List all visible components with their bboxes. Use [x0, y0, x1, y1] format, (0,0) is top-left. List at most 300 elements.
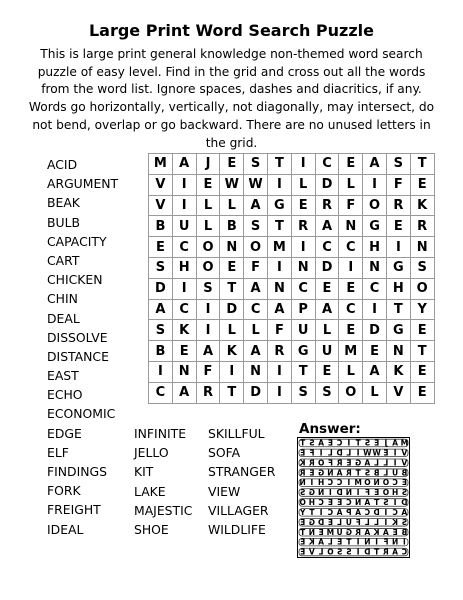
answer-cell: O	[317, 458, 325, 468]
grid-cell: K	[220, 341, 244, 362]
word-list-item: SOFA	[208, 445, 241, 461]
grid-cell: I	[172, 278, 196, 299]
answer-cell: L	[364, 517, 370, 527]
word-list-column-2	[134, 424, 192, 539]
answer-cell: B	[401, 527, 408, 537]
word-list-column-1	[47, 155, 118, 539]
grid-cell: L	[339, 174, 363, 195]
grid-cell: I	[339, 257, 363, 278]
word-list-item: FREIGHT	[47, 502, 101, 518]
answer-cell: I	[375, 537, 379, 547]
grid-cell: W	[220, 174, 244, 195]
word-list-item: DISTANCE	[47, 348, 109, 364]
grid-cell: D	[363, 320, 387, 341]
answer-cell: N	[299, 478, 306, 488]
grid-cell: L	[196, 195, 220, 216]
grid-cell: H	[386, 278, 410, 299]
grid-cell: R	[410, 216, 434, 237]
answer-cell: I	[356, 537, 360, 547]
grid-row	[149, 382, 435, 403]
answer-cell: T	[309, 507, 315, 517]
answer-cell: O	[364, 478, 371, 488]
answer-cell: E	[337, 498, 343, 508]
grid-cell: D	[149, 278, 173, 299]
grid-cell: E	[363, 341, 387, 362]
grid-cell: U	[172, 216, 196, 237]
grid-row	[149, 361, 435, 382]
answer-cell: R	[345, 468, 352, 478]
grid-cell: A	[315, 216, 339, 237]
word-list-item: FORK	[47, 483, 81, 499]
grid-cell: T	[267, 154, 291, 175]
grid-cell: T	[220, 278, 244, 299]
grid-cell: I	[196, 299, 220, 320]
grid-cell: C	[315, 154, 339, 175]
answer-cell: E	[327, 517, 333, 527]
answer-cell: F	[364, 488, 370, 498]
answer-cell: A	[318, 438, 325, 448]
grid-cell: B	[149, 341, 173, 362]
grid-cell: L	[220, 195, 244, 216]
grid-cell: E	[315, 361, 339, 382]
answer-cell: O	[382, 478, 390, 488]
grid-cell: L	[363, 382, 387, 403]
grid-cell: M	[149, 154, 173, 175]
word-list-item: EAST	[47, 368, 79, 384]
answer-cell: K	[308, 537, 315, 547]
grid-cell: O	[196, 257, 220, 278]
grid-cell: K	[410, 195, 434, 216]
answer-cell: A	[336, 468, 343, 478]
answer-cell: A	[336, 507, 343, 517]
answer-cell: L	[327, 448, 333, 458]
word-list-item: VIEW	[208, 483, 241, 499]
answer-cell: B	[373, 468, 380, 478]
word-list-item: EDGE	[47, 425, 82, 441]
answer-cell: S	[346, 547, 352, 557]
grid-row	[149, 341, 435, 362]
answer-cell: S	[336, 547, 343, 557]
answer-cell: I	[384, 507, 388, 517]
word-list-item: CAPACITY	[47, 233, 107, 249]
answer-cell: A	[382, 527, 389, 537]
grid-row	[149, 216, 435, 237]
answer-cell: A	[318, 537, 325, 547]
grid-cell: A	[149, 299, 173, 320]
grid-cell: Y	[410, 299, 434, 320]
grid-cell: B	[149, 216, 173, 237]
grid-cell: H	[172, 257, 196, 278]
answer-word-outline	[299, 479, 408, 487]
answer-cell: Y	[299, 507, 306, 517]
answer-cell: L	[374, 458, 380, 468]
answer-cell: R	[336, 458, 343, 468]
answer-cell: E	[300, 547, 306, 557]
grid-cell: I	[363, 174, 387, 195]
grid-cell: T	[386, 299, 410, 320]
grid-cell: G	[267, 195, 291, 216]
instructions-text: This is large print general knowledge non-themed word search puzzle of easy level. Find in the grid and cross out all the words from the word list. Ignore spaces, dashes and diacritics, if any. Words go horizontally, vertically, not diagonally, may intersect, do not bend, overlap or go backward. There are no unused letters in the grid.	[28, 47, 435, 150]
answer-cell: C	[327, 478, 334, 488]
grid-cell: T	[410, 154, 434, 175]
answer-cell: A	[401, 507, 408, 517]
word-list-item: DISSOLVE	[47, 329, 108, 345]
answer-cell: T	[374, 547, 380, 557]
grid-cell: G	[386, 320, 410, 341]
grid-cell: E	[386, 216, 410, 237]
answer-cell: A	[392, 547, 399, 557]
answer-cell: H	[391, 488, 399, 498]
grid-cell: I	[172, 195, 196, 216]
answer-cell: E	[300, 448, 306, 458]
answer-cell: B	[401, 468, 408, 478]
word-list-item: ACID	[47, 157, 78, 172]
answer-cell: E	[327, 498, 333, 508]
grid-cell: S	[291, 382, 315, 403]
answer-cell: C	[336, 478, 343, 488]
grid-cell: E	[172, 341, 196, 362]
word-list-item: SKILLFUL	[208, 426, 265, 441]
word-list-item: ARGUMENT	[47, 176, 119, 192]
grid-cell: E	[339, 278, 363, 299]
grid-cell: N	[410, 237, 434, 258]
page-title: Large Print Word Search Puzzle	[88, 21, 375, 40]
grid-cell: E	[339, 320, 363, 341]
answer-cell: L	[374, 517, 380, 527]
answer-cell: N	[327, 468, 334, 478]
grid-cell: U	[291, 320, 315, 341]
answer-cell: N	[308, 527, 316, 537]
answer-cell: L	[383, 458, 389, 468]
grid-cell: S	[149, 257, 173, 278]
answer-cell: F	[309, 448, 315, 458]
grid-cell: G	[386, 257, 410, 278]
answer-cell: D	[373, 507, 380, 517]
answer-cell: C	[364, 507, 371, 517]
grid-cell: J	[196, 154, 220, 175]
answer-cell: I	[319, 507, 323, 517]
grid-cell: C	[339, 237, 363, 258]
grid-row	[149, 174, 435, 195]
grid-cell: I	[291, 154, 315, 175]
answer-cell: S	[364, 438, 371, 448]
grid-cell: F	[196, 361, 220, 382]
answer-cell: I	[356, 547, 360, 557]
grid-cell: C	[339, 299, 363, 320]
answer-cell: E	[392, 527, 398, 537]
grid-cell: O	[244, 237, 268, 258]
answer-cell: A	[364, 458, 371, 468]
answer-cell: C	[392, 507, 398, 517]
word-list-item: VILLAGER	[208, 502, 269, 518]
grid-cell: I	[172, 174, 196, 195]
answer-cell: K	[373, 527, 380, 537]
answer-cell: F	[327, 458, 333, 468]
grid-cell: M	[339, 341, 363, 362]
answer-cell: R	[382, 547, 389, 557]
grid-cell: O	[410, 278, 434, 299]
grid-cell: V	[386, 382, 410, 403]
word-list-item: WILDLIFE	[208, 521, 266, 537]
grid-cell: R	[386, 195, 410, 216]
answer-cell: S	[309, 438, 315, 448]
grid-cell: V	[149, 195, 173, 216]
grid-cell: L	[339, 361, 363, 382]
answer-cell: R	[299, 468, 306, 478]
grid-cell: E	[410, 320, 434, 341]
answer-cell: J	[384, 438, 388, 448]
answer-cell: O	[299, 498, 306, 508]
answer-cell: E	[374, 488, 380, 498]
answer-cell: T	[374, 498, 380, 508]
answer-cell: E	[346, 458, 352, 468]
grid-cell: G	[363, 216, 387, 237]
answer-cell: E	[383, 448, 389, 458]
answer-cell: C	[318, 498, 324, 508]
answer-cell: W	[363, 448, 372, 458]
answer-cell: E	[309, 468, 315, 478]
word-list-item: FINDINGS	[47, 464, 107, 479]
grid-cell: F	[339, 195, 363, 216]
grid-cell: T	[267, 216, 291, 237]
grid-cell: S	[386, 154, 410, 175]
grid-cell: O	[363, 195, 387, 216]
answer-cell: G	[345, 527, 352, 537]
answer-cell: S	[401, 517, 408, 527]
grid-cell: K	[386, 361, 410, 382]
grid-cell: E	[410, 361, 434, 382]
grid-cell: S	[315, 382, 339, 403]
answer-cell: A	[364, 527, 371, 537]
answer-cell: I	[393, 498, 397, 508]
answer-cell: V	[401, 458, 408, 468]
grid-cell: O	[339, 382, 363, 403]
answer-cell: O	[327, 547, 334, 557]
grid-cell: E	[149, 237, 173, 258]
answer-cell: D	[336, 448, 343, 458]
grid-cell: U	[315, 341, 339, 362]
answer-cell: T	[300, 438, 306, 448]
answer-cell: I	[347, 438, 351, 448]
grid-cell: L	[244, 320, 268, 341]
grid-cell: C	[363, 278, 387, 299]
answer-cell: N	[391, 537, 399, 547]
grid-row	[149, 299, 435, 320]
answer-cell: T	[346, 537, 352, 547]
answer-cell: C	[346, 498, 352, 508]
grid-cell: E	[315, 278, 339, 299]
answer-cell: D	[318, 517, 325, 527]
answer-cell: I	[328, 488, 332, 498]
answer-cell: V	[401, 448, 408, 458]
word-list-item: CHICKEN	[47, 272, 103, 288]
answer-cell: L	[327, 537, 333, 547]
word-list-item: IDEAL	[47, 521, 84, 537]
grid-cell: E	[410, 174, 434, 195]
grid-cell: E	[220, 154, 244, 175]
word-list-item: CART	[47, 252, 80, 268]
answer-cell: P	[346, 507, 352, 517]
grid-cell: I	[267, 382, 291, 403]
answer-cell: U	[345, 517, 352, 527]
answer-cell: F	[355, 517, 361, 527]
answer-label: Answer:	[299, 421, 361, 437]
grid-cell: W	[244, 174, 268, 195]
answer-cell: C	[392, 478, 398, 488]
answer-cell: I	[402, 537, 406, 547]
grid-cell: A	[244, 278, 268, 299]
answer-cell: U	[392, 468, 399, 478]
grid-cell: L	[220, 320, 244, 341]
grid-row	[149, 237, 435, 258]
answer-cell: A	[392, 438, 399, 448]
grid-cell: I	[291, 237, 315, 258]
answer-cell: N	[364, 537, 371, 547]
grid-cell: R	[291, 216, 315, 237]
grid-cell: N	[339, 216, 363, 237]
grid-cell: I	[267, 361, 291, 382]
answer-cell: C	[336, 438, 343, 448]
grid-cell: N	[220, 237, 244, 258]
grid-cell: A	[363, 361, 387, 382]
grid-cell: D	[315, 257, 339, 278]
grid-row	[149, 278, 435, 299]
answer-cell: H	[317, 478, 325, 488]
answer-cell: A	[355, 507, 362, 517]
grid-cell: L	[196, 216, 220, 237]
letter-grid	[148, 153, 435, 404]
grid-cell: N	[291, 257, 315, 278]
answer-cell: D	[364, 547, 371, 557]
grid-cell: I	[196, 320, 220, 341]
answer-cell: C	[327, 507, 334, 517]
answer-cell: I	[347, 478, 351, 488]
answer-cell: W	[372, 448, 381, 458]
grid-cell: I	[267, 257, 291, 278]
grid-cell: O	[196, 237, 220, 258]
grid-cell: S	[410, 257, 434, 278]
grid-cell: F	[386, 174, 410, 195]
answer-cell: D	[336, 488, 343, 498]
answer-cell: E	[300, 517, 306, 527]
grid-cell: N	[386, 341, 410, 362]
grid-cell: T	[410, 341, 434, 362]
answer-cell: S	[383, 498, 389, 508]
answer-cell: M	[400, 438, 409, 448]
answer-cell: E	[318, 527, 324, 537]
grid-cell: A	[267, 299, 291, 320]
grid-cell: N	[363, 257, 387, 278]
answer-cell: E	[327, 438, 333, 448]
answer-cell: T	[355, 438, 361, 448]
grid-cell: C	[244, 299, 268, 320]
answer-cell: I	[393, 458, 397, 468]
grid-cell: I	[149, 361, 173, 382]
word-list-column-3	[208, 424, 275, 539]
grid-cell: D	[220, 299, 244, 320]
grid-cell: E	[196, 174, 220, 195]
grid-cell: A	[196, 341, 220, 362]
grid-row	[149, 257, 435, 278]
answer-cell: I	[356, 448, 360, 458]
grid-cell: D	[244, 382, 268, 403]
grid-cell: P	[291, 299, 315, 320]
word-list-item: JELLO	[134, 445, 169, 461]
answer-cell: N	[354, 498, 362, 508]
answer-cell: G	[308, 488, 315, 498]
answer-cell: I	[384, 517, 388, 527]
grid-cell: C	[172, 299, 196, 320]
grid-cell: I	[267, 174, 291, 195]
grid-cell: E	[291, 195, 315, 216]
word-list-item: ECONOMIC	[47, 406, 116, 422]
grid-cell: R	[267, 341, 291, 362]
grid-cell: C	[172, 237, 196, 258]
answer-cell: N	[373, 478, 380, 488]
answer-cell: G	[355, 458, 362, 468]
grid-cell: M	[267, 237, 291, 258]
grid-row	[149, 195, 435, 216]
word-list-item: KIT	[134, 464, 154, 480]
answer-cell: E	[300, 537, 306, 547]
answer-cell: A	[364, 498, 371, 508]
answer-cell: I	[319, 448, 323, 458]
grid-row	[149, 320, 435, 341]
answer-cell: I	[310, 478, 314, 488]
grid-cell: A	[172, 382, 196, 403]
grid-row	[149, 154, 435, 175]
grid-cell: S	[196, 278, 220, 299]
answer-cell: U	[336, 527, 343, 537]
grid-cell: F	[244, 257, 268, 278]
word-list-item: MAJESTIC	[134, 502, 193, 518]
grid-cell: C	[315, 237, 339, 258]
word-list-item: ECHO	[47, 387, 83, 403]
word-list-item: STRANGER	[208, 464, 276, 480]
word-list-item: BULB	[47, 214, 80, 230]
grid-cell: T	[291, 361, 315, 382]
answer-cell: M	[354, 478, 362, 488]
grid-cell: R	[196, 382, 220, 403]
answer-key-graphic	[298, 438, 409, 557]
grid-cell: N	[172, 361, 196, 382]
answer-cell: T	[355, 468, 361, 478]
grid-cell: D	[315, 174, 339, 195]
answer-cell: F	[383, 537, 389, 547]
grid-cell: K	[172, 320, 196, 341]
grid-cell: L	[315, 320, 339, 341]
grid-cell: I	[386, 237, 410, 258]
answer-cell: S	[401, 488, 408, 498]
answer-cell: K	[299, 458, 306, 468]
grid-cell: S	[149, 320, 173, 341]
answer-cell: C	[401, 547, 408, 557]
answer-cell: T	[300, 527, 306, 537]
grid-cell: C	[291, 278, 315, 299]
grid-cell: R	[315, 195, 339, 216]
grid-cell: S	[244, 154, 268, 175]
answer-cell: I	[356, 488, 360, 498]
word-list-item: CHIN	[47, 291, 78, 307]
answer-cell: L	[318, 547, 324, 557]
grid-cell: F	[267, 320, 291, 341]
answer-cell: E	[337, 537, 343, 547]
grid-cell: E	[220, 257, 244, 278]
grid-cell: L	[291, 174, 315, 195]
answer-cell: L	[346, 448, 352, 458]
grid-cell: T	[220, 382, 244, 403]
grid-cell: H	[363, 237, 387, 258]
